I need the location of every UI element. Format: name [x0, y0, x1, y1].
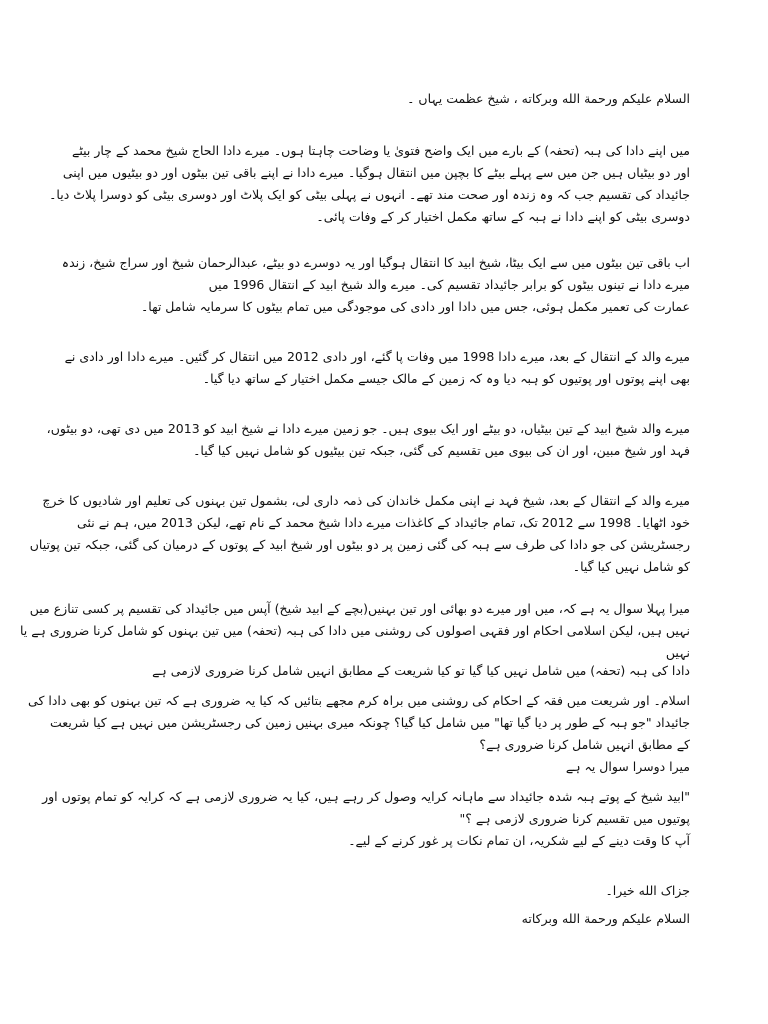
greeting-line: السلام علیکم ورحمة الله وبرکاته ، شیخ عظمت یہاں ۔ — [407, 91, 690, 106]
paragraph-line: میرے والد شیخ ابید کے تین بیٹیاں، دو بیٹے اور ایک بیوی ہیں۔ جو زمین میرے دادا نے شیخ ابید کو 2013 میں دی تھی، دو بیٹوں، — [46, 421, 690, 436]
paragraph-line: میرے دادا نے تینوں بیٹوں کو برابر جائیداد تقسیم کی۔ میرے والد شیخ ابید کے انتقال 1996 میں — [208, 277, 690, 292]
paragraph-6b — [88, 660, 690, 682]
paragraph-line: خود اٹھایا۔ 1998 سے 2012 تک، تمام جائیداد کے کاغذات میرے دادا شیخ محمد کے نام تھے، لیکن 2013 میں، ہم نے نئی — [77, 515, 690, 530]
paragraph-line: رجسٹریشن کی جو دادا کی طرف سے ہبہ کی گئی زمین پر دو بیٹوں اور شیخ ابید کے پوتوں کے درمیان کی گئی، جبکہ تین پوتیاں — [29, 537, 690, 552]
paragraph-3 — [64, 346, 690, 390]
paragraph-8 — [88, 756, 690, 778]
paragraph-line: فہد اور شیخ مبین، اور ان کی بیوی میں تقسیم کی گئی، جبکہ تین بیٹیوں کو شامل نہیں کیا گیا۔ — [193, 443, 690, 458]
paragraph-10 — [88, 830, 690, 852]
paragraph-line: دادا کی ہبہ (تحفہ) میں شامل نہیں کیا گیا تو کیا شریعت کے مطابق انہیں شامل کرنا ضروری لازمی ہے — [152, 663, 690, 678]
greeting — [88, 88, 690, 110]
paragraph-1 — [49, 140, 690, 228]
closing-line: جزاک الله خیرا۔ — [605, 883, 690, 898]
paragraph-line: جائیداد کی تقسیم جب کہ وہ زندہ اور صحت مند تھے۔ انہوں نے پہلی بیٹی کو ایک پلاٹ اور دوسری بیٹی کو دوسرا پلاٹ دیا۔ — [49, 187, 690, 202]
paragraph-line: میرا پہلا سوال یہ ہے کہ، میں اور میرے دو بھائی اور تین بہنیں(بچے کے ابید شیخ) آپس میں جائیداد کی تقسیم پر کسی تنازع میں — [29, 601, 690, 616]
paragraph-line: اب باقی تین بیٹوں میں سے ایک بیٹا، شیخ ابید کا انتقال ہوگیا اور یہ دوسرے دو بیٹے، عبدالرحمان شیخ اور سراج شیخ، زندہ — [61, 255, 690, 270]
paragraph-line: پوتیوں میں تقسیم کرنا ضروری لازمی ہے ؟" — [459, 811, 690, 826]
paragraph-line: کو شامل نہیں کیا گیا۔ — [572, 559, 690, 574]
closing-salam — [88, 908, 690, 930]
closing-line: السلام علیکم ورحمة الله وبرکاته — [521, 911, 690, 926]
paragraph-5 — [29, 490, 690, 578]
paragraph-7 — [28, 690, 690, 756]
closing-dua — [88, 880, 690, 902]
paragraph-line: نہیں — [665, 645, 690, 660]
paragraph-line: اسلام۔ اور شریعت میں فقہ کے احکام کی روشنی میں براہ کرم مجھے بتائیں کہ کیا یہ ضروری ہے کہ تین بہنوں کو بھی دادا کی — [28, 693, 690, 708]
paragraph-line: کے مطابق انہیں شامل کرنا ضروری ہے؟ — [479, 737, 690, 752]
paragraph-6 — [19, 598, 690, 664]
paragraph-line: میں اپنے دادا کی ہبہ (تحفہ) کے بارے میں ایک واضح فتویٰ یا وضاحت چاہتا ہوں۔ میرے دادا الحاج شیخ محمد کے چار بیٹے — [72, 143, 690, 158]
paragraph-line: میرے والد کے انتقال کے بعد، شیخ فہد نے اپنی مکمل خاندان کی ذمہ داری لی، بشمول تین بہنوں کی تعلیم اور شادیوں کا خرچ — [42, 493, 690, 508]
paragraph-line: دوسری بیٹی کو اپنے دادا نے ہبہ کے ساتھ مکمل اختیار کر کے وفات پائی۔ — [316, 209, 690, 224]
paragraph-line: بھی اپنے پوتوں اور پوتیوں کو ہبہ دیا وہ کہ زمین کے مالک جیسے مکمل اختیار کے ساتھ دیا گیا۔ — [202, 371, 690, 386]
paragraph-line: جائیداد "جو ہبہ کے طور پر دیا گیا تھا" میں شامل کیا گیا؟ چونکہ میری بہنیں زمین کی رجسٹریشن میں نہیں ہے کیا شریعت — [50, 715, 690, 730]
paragraph-line: نہیں ہیں، لیکن اسلامی احکام اور فقہی اصولوں کی روشنی میں دادا کی ہبہ (تحفہ) میں تین بہنوں کو شامل کرنا ضروری ہے یا — [19, 623, 690, 638]
paragraph-line: آپ کا وقت دینے کے لیے شکریہ، ان تمام نکات پر غور کرنے کے لیے۔ — [348, 833, 690, 848]
paragraph-line: اور دو بیٹیاں ہیں جن میں سے پہلے بیٹے کا بچپن میں انتقال ہوگیا۔ میرے دادا نے اپنے باقی تین بیٹوں اور دو بیٹیوں میں اپنی — [62, 165, 690, 180]
paragraph-2 — [61, 252, 690, 318]
paragraph-line: میرا دوسرا سوال یہ ہے — [565, 759, 690, 774]
paragraph-9 — [42, 786, 690, 830]
paragraph-line: "ابید شیخ کے پوتے ہبہ شدہ جائیداد سے ماہانہ کرایہ وصول کر رہے ہیں، کیا یہ ضروری لازمی ہے کہ کرایہ کو تمام پوتوں اور — [42, 789, 690, 804]
paragraph-line: میرے والد کے انتقال کے بعد، میرے دادا 1998 میں وفات پا گئے، اور دادی 2012 میں انتقال کر گئیں۔ میرے دادا اور دادی نے — [64, 349, 690, 364]
paragraph-4 — [46, 418, 690, 462]
paragraph-line: عمارت کی تعمیر مکمل ہوئی، جس میں دادا اور دادی کی موجودگی میں تمام بیٹوں کا سرمایہ شامل تھا۔ — [140, 299, 690, 314]
